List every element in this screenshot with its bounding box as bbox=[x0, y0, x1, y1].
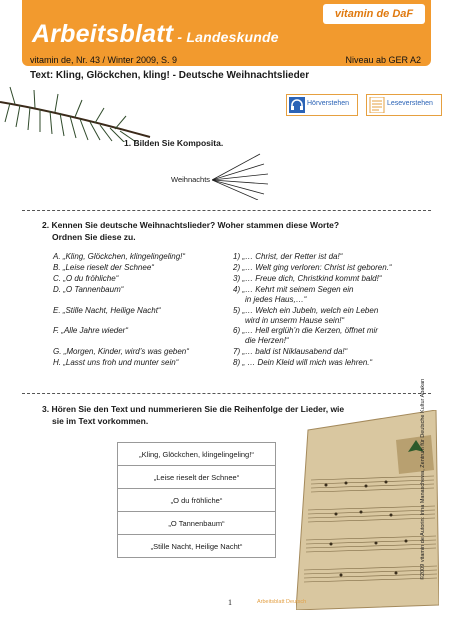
document-icon bbox=[369, 97, 385, 113]
sheet-music-image bbox=[296, 410, 439, 610]
compound-rays bbox=[212, 152, 272, 200]
tab-hoerverstehen-label: Hörverstehen bbox=[307, 100, 350, 107]
headphones-icon bbox=[289, 97, 305, 113]
page-title bbox=[32, 20, 279, 49]
level-info: Niveau ab GER A2 bbox=[345, 55, 421, 65]
table-row[interactable]: „Leise rieselt der Schnee“ bbox=[118, 466, 276, 489]
table-row[interactable]: „O du fröhliche“ bbox=[118, 489, 276, 512]
credit-text: ©2009 vitamin de Autorin: Irina Manaschewa, Zentrum für Deutsche Kultur Abakan bbox=[420, 378, 426, 580]
quote-item: 7) „… bald ist Niklausabend da!“ bbox=[233, 347, 348, 356]
quote-item: 6) „… Hell erglüh’n die Kerzen, öffnet mir bbox=[233, 326, 378, 335]
song-item: H. „Lasst uns froh und munter sein“ bbox=[53, 358, 179, 367]
quote-item: 5) „… Welch ein Jubeln, welch ein Leben bbox=[233, 306, 379, 315]
quote-item: 4) „… Kehrt mit seinem Segen ein bbox=[233, 285, 354, 294]
song-order-table bbox=[117, 442, 276, 558]
quote-item-cont: wird in unserm Hause sein!“ bbox=[245, 316, 345, 325]
song-item: F. „Alle Jahre wieder“ bbox=[53, 326, 128, 335]
table-row[interactable]: „Kling, Glöckchen, klingelingeling!“ bbox=[118, 443, 276, 466]
divider-2 bbox=[22, 393, 431, 394]
table-row[interactable]: „Stille Nacht, Heilige Nacht“ bbox=[118, 535, 276, 558]
tab-hoerverstehen[interactable] bbox=[286, 94, 358, 116]
fir-branch-image bbox=[0, 82, 160, 142]
song-item: C. „O du fröhliche“ bbox=[53, 274, 119, 283]
author-credit bbox=[420, 300, 430, 580]
song-item: A. „Kling, Glöckchen, klingelingeling!“ bbox=[53, 252, 186, 261]
quote-item: 3) „… Freue dich, Christkind kommt bald!“ bbox=[233, 274, 382, 283]
title-main: Arbeitsblatt bbox=[32, 20, 174, 48]
task1-stem: Weihnachts - bbox=[171, 175, 215, 184]
issue-info: vitamin de, Nr. 43 / Winter 2009, S. 9 bbox=[30, 55, 178, 65]
song-item: E. „Stille Nacht, Heilige Nacht“ bbox=[53, 306, 161, 315]
page-number: 1 bbox=[228, 598, 232, 607]
quote-item: 8) „ … Dein Kleid will mich was lehren.“ bbox=[233, 358, 373, 367]
table-row[interactable]: „O Tannenbaum“ bbox=[118, 512, 276, 535]
quote-item-cont: in jedes Haus,…“ bbox=[245, 295, 307, 304]
brand-logo: vitamin de DaF bbox=[323, 4, 425, 24]
tab-leseverstehen[interactable] bbox=[366, 94, 442, 116]
song-item: B. „Leise rieselt der Schnee“ bbox=[53, 263, 154, 272]
song-item: D. „O Tannenbaum“ bbox=[53, 285, 124, 294]
quote-item-cont: die Herzen!“ bbox=[245, 336, 289, 345]
quote-item: 2) „… Welt ging verloren: Christ ist geboren.“ bbox=[233, 263, 392, 272]
text-title: Text: Kling, Glöckchen, kling! - Deutsche Weihnachtslieder bbox=[30, 70, 310, 81]
task3-heading-line1: 3. Hören Sie den Text und nummerieren Sie die Reihenfolge der Lieder, wie bbox=[42, 404, 345, 414]
task2-heading-line1: 2. Kennen Sie deutsche Weihnachtslieder? Woher stammen diese Worte? bbox=[42, 220, 340, 230]
tab-leseverstehen-label: Leseverstehen bbox=[387, 100, 433, 107]
footer-label: Arbeitsblatt Deutsch bbox=[257, 599, 307, 605]
title-subtitle: - Landeskunde bbox=[173, 29, 279, 45]
task2-heading-line2: Ordnen Sie diese zu. bbox=[52, 232, 136, 242]
divider-1 bbox=[22, 210, 431, 211]
quote-item: 1) „… Christ, der Retter ist da!“ bbox=[233, 252, 343, 261]
song-item: G. „Morgen, Kinder, wird’s was geben“ bbox=[53, 347, 189, 356]
task3-heading-line2: sie im Text vorkommen. bbox=[52, 416, 149, 426]
task1-heading: 1. Bilden Sie Komposita. bbox=[124, 138, 224, 148]
